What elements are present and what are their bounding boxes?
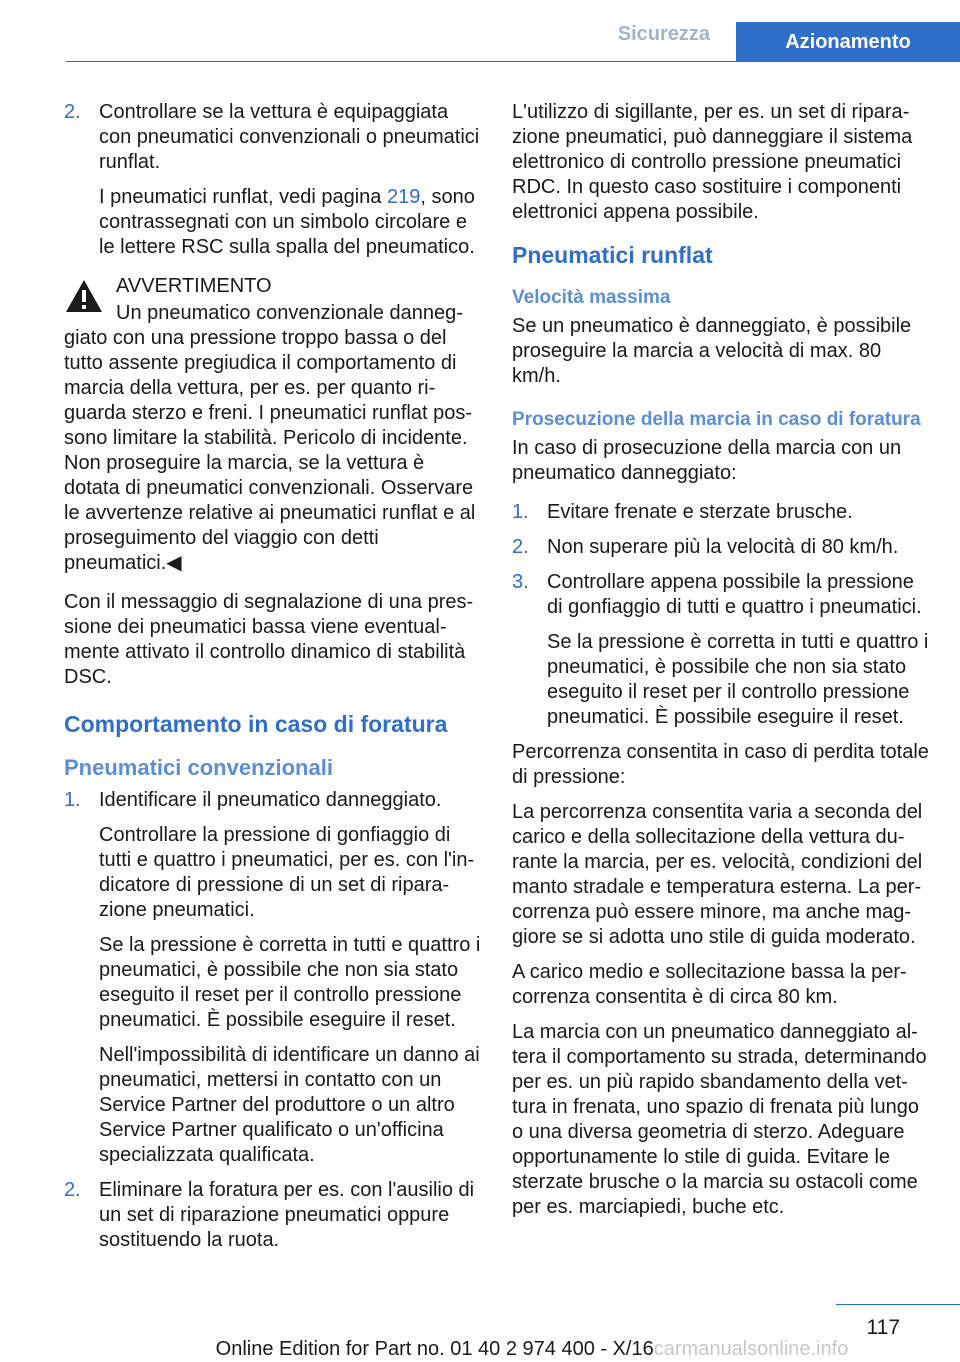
list-number: 3. — [512, 571, 529, 593]
heading-velocita: Velocità massima — [512, 287, 671, 308]
header-section-label: Sicurezza — [617, 23, 710, 45]
list-number: 2. — [512, 536, 529, 558]
warning-title: AVVERTIMENTO — [116, 275, 272, 297]
page-footer — [0, 1338, 960, 1361]
left-column — [64, 100, 482, 1263]
list-item — [64, 100, 482, 260]
paragraph-carico: A carico medio e sollecitazione bassa la percorrenza consentita è di circa 80 km. — [512, 961, 907, 1008]
list-subtext: Se la pressione è corretta in tutti e quattro i pneumatici, è possibile che non sia stato eseguito il reset per il controllo pressione pneumatici. È possibile eseguire il reset. — [547, 631, 929, 728]
page-link[interactable]: 219 — [386, 186, 421, 208]
numbered-list — [512, 500, 932, 730]
list-item — [512, 570, 932, 730]
heading-prosecuzione: Prosecuzione della marcia in caso di foratura — [512, 409, 921, 430]
paragraph-sigillante: L'utilizzo di sigillante, per es. un set di riparazione pneumatici, può danneggiare il sistema elettronico di controllo pressione pneumatici RDC. In questo caso sostituire i componenti elettronici appena possibile. — [512, 101, 913, 223]
list-text: Evitare frenate e sterzate brusche. — [547, 501, 853, 523]
heading-foratura: Comportamento in caso di foratura — [64, 711, 448, 737]
right-column — [512, 100, 932, 1230]
footer-watermark: carmanualsonline.info — [653, 1338, 849, 1360]
footer-rule — [836, 1304, 960, 1305]
paragraph-percorrenza-title: Percorrenza consentita in caso di perdita totale di pressione: — [512, 741, 929, 788]
list-text: Controllare appena possibile la pressione di gonfiaggio di tutti e quattro i pneumatici. — [547, 571, 922, 618]
list-text: Controllare se la vettura è equipaggiata con pneumatici convenzionali o pneumatici runflat. — [99, 101, 480, 173]
list-subtext: Nell'impossibilità di identificare un danno ai pneumatici, mettersi in contatto con un Service Partner del produttore o un altro Service Partner qualificato o un'officina specializzata qualificata. — [99, 1044, 480, 1166]
list-subtext: Controllare la pressione di gonfiaggio di tutti e quattro i pneumatici, per es. con l'indicatore di pressione di un set di riparazione pneumatici. — [99, 824, 475, 921]
list-number: 2. — [64, 101, 81, 123]
warning-text: Un pneumatico convenzionale danneggiato con una pressione troppo bassa o del tutto assente pregiudica il comportamento di marcia della vettura, per es. per quanto riguarda sterzo e freni. I pneumatici runflat possono limitare la stabilità. Pericolo di incidente. Non proseguire la marcia, se la vettura è dotata di pneumatici convenzionali. Osservare le avvertenze relative ai pneumatici runflat e al proseguimento del viaggio con detti pneumatici.◀ — [64, 302, 476, 574]
paragraph-prosecuzione: In caso di prosecuzione della marcia con un pneumatico danneggiato: — [512, 437, 902, 484]
paragraph-dsc: Con il messaggio di segnalazione di una pressione dei pneumatici bassa viene eventualmente attivato il controllo dinamico di stabilità DSC. — [64, 591, 474, 688]
list-number: 2. — [64, 1179, 81, 1201]
list-number: 1. — [512, 501, 529, 523]
list-number: 1. — [64, 789, 81, 811]
list-item — [512, 535, 932, 560]
warning-triangle-icon — [64, 274, 116, 321]
list-text: Non superare più la velocità di 80 km/h. — [547, 536, 899, 558]
list-item — [64, 788, 482, 1168]
list-item — [512, 500, 932, 525]
list-text: Eliminare la foratura per es. con l'ausilio di un set di riparazione pneumatici oppure sostituendo la ruota. — [99, 1179, 475, 1251]
header-rule — [66, 61, 960, 62]
list-item — [64, 1178, 482, 1253]
list-subtext: Se la pressione è corretta in tutti e quattro i pneumatici, è possibile che non sia stato eseguito il reset per il controllo pressione pneumatici. È possibile eseguire il reset. — [99, 934, 481, 1031]
heading-convenzionali: Pneumatici convenzionali — [64, 755, 333, 780]
paragraph-velocita: Se un pneumatico è danneggiato, è possibile proseguire la marcia a velocità di max. 80 km/h. — [512, 315, 912, 387]
footer-edition: Online Edition for Part no. 01 40 2 974 400 - X/16 — [215, 1338, 654, 1360]
heading-runflat: Pneumatici runflat — [512, 242, 713, 268]
header-chapter-tab: Azionamento — [736, 22, 960, 62]
page-header — [0, 0, 960, 62]
list-subtext: I pneumatici runflat, vedi pagina 219, sono contrassegnati con un simbolo circolare e le lettere RSC sulla spalla del pneumatico. — [99, 186, 475, 258]
numbered-list — [64, 788, 482, 1253]
paragraph-percorrenza: La percorrenza consentita varia a seconda del carico e della sollecitazione della vettura durante la marcia, per es. velocità, condizioni del manto stradale e temperatura esterna. La percorrenza può essere minore, ma anche maggiore se si adotta uno stile di guida moderato. — [512, 801, 923, 948]
page-number: 117 — [866, 1316, 900, 1339]
list-text: Identificare il pneumatico danneggiato. — [99, 789, 442, 811]
warning-box — [64, 274, 482, 576]
paragraph-marcia: La marcia con un pneumatico danneggiato altera il comportamento su strada, determinando per es. un più rapido sbandamento della vettura in frenata, uno spazio di frenata più lungo o una diversa geometria di sterzo. Adeguare opportunamente lo stile di guida. Evitare le sterzate brusche o la marcia su ostacoli come per es. marciapiedi, buche etc. — [512, 1021, 927, 1218]
